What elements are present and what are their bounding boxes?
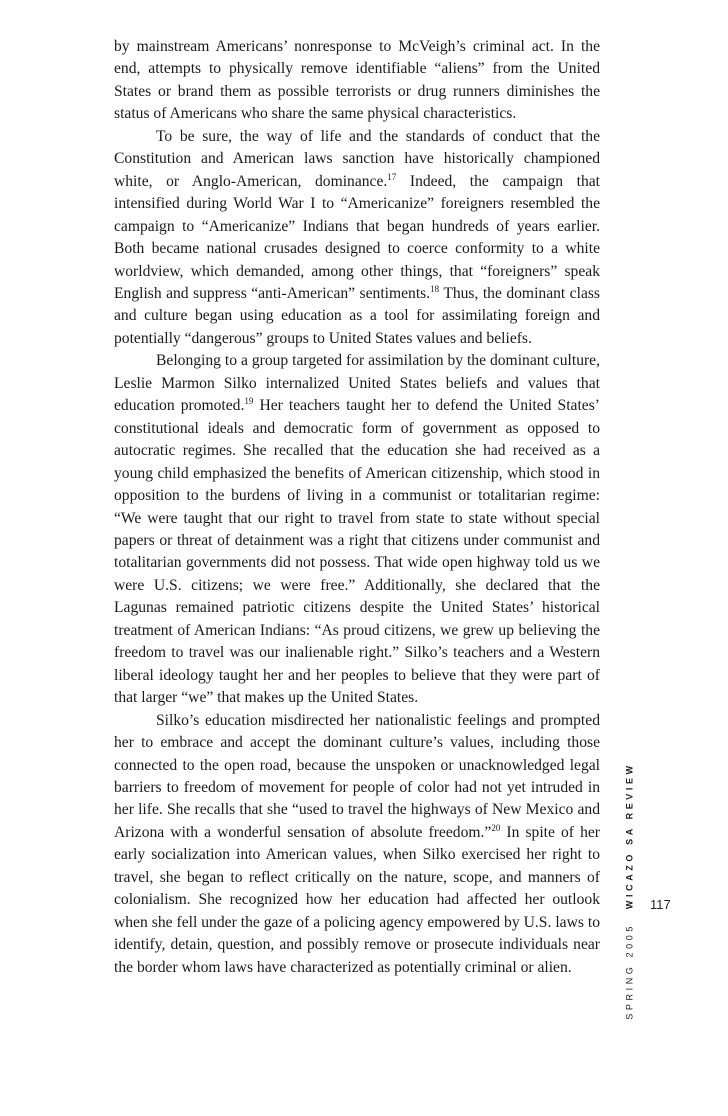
paragraph-2 [114, 126, 600, 351]
paragraph-4 [114, 710, 600, 979]
paragraph-4-text-b: In spite of her early socialization into American values, when Silko exercised her right to travel, she began to reflect critically on the nature, scope, and manners of colonialism. She recognized how her education had affected her outlook when she fell under the gaze of a policing agency empowered by U.S. laws to identify, detain, question, and possibly remove or prosecute individuals near the border whom laws have characterized as potentially criminal or alien. [114, 823, 600, 976]
paragraph-4-text-a: Silko’s education misdirected her nationalistic feelings and prompted her to embrace and accept the dominant culture’s values, including those connected to the open road, because the unspoken or unacknowledged legal barriers to freedom of movement for people of color had not yet intruded in her life. She recalls that she “used to travel the highways of New Mexico and Arizona with a wonderful sensation of absolute freedom.” [114, 711, 600, 841]
paragraph-3-text-a: Belonging to a group targeted for assimilation by the dominant culture, Leslie Marmon Silko internalized United States beliefs and values that education promoted. [114, 352, 600, 415]
running-head [622, 760, 638, 1022]
article-body [114, 36, 600, 979]
paragraph-2-text-b: Indeed, the campaign that intensified during World War I to “Americanize” foreigners resembled the campaign to “Americanize” Indians that began hundreds of years earlier. Both became national crusades designed to coerce conformity to a white worldview, which demanded, among other things, that “foreigners” speak English and suppress “anti-American” sentiments. [114, 172, 601, 302]
paragraph-1 [114, 36, 600, 126]
journal-title: WICAZO SA REVIEW [625, 762, 635, 910]
footnote-ref-19[interactable]: 19 [244, 396, 254, 407]
footnote-ref-20[interactable]: 20 [491, 822, 501, 833]
page-number: 117 [650, 897, 671, 912]
issue-season: SPRING 2005 [625, 923, 635, 1020]
paragraph-3 [114, 350, 600, 709]
paragraph-2-text-c: Thus, the dominant class and culture began using education as a tool for assimilating foreign and potentially “dangerous” groups to United States values and beliefs. [114, 284, 600, 347]
paragraph-1-text: by mainstream Americans’ nonresponse to McVeigh’s criminal act. In the end, attempts to physically remove identifiable “aliens” from the United States or brand them as possible terrorists or drug runners diminishes the status of Americans who share the same physical characteristics. [114, 38, 600, 123]
paragraph-3-text-b: Her teachers taught her to defend the United States’ constitutional ideals and democratic form of government as opposed to autocratic regimes. She recalled that the education she had received as a young child emphasized the benefits of American citizenship, which stood in opposition to the burdens of living in a communist or totalitarian regime: “We were taught that our right to travel from state to state without special papers or threat of detainment was a right that citizens under communist and totalitarian governments did not possess. That wide open highway told us we were U.S. citizens; we were free.” Additionally, she declared that the Lagunas remained patriotic citizens despite the United States’ historical treatment of American Indians: “As proud citizens, we grew up believing the freedom to travel was our inalienable right.” Silko’s teachers and a Western liberal ideology taught her and her peoples to believe that they were part of that larger “we” that makes up the United States. [114, 397, 600, 707]
running-head-text [625, 762, 635, 1019]
footnote-ref-17[interactable]: 17 [387, 171, 397, 182]
paragraph-2-text-a: To be sure, the way of life and the standards of conduct that the Constitution and American laws sanction have historically championed white, or Anglo-American, dominance. [114, 127, 600, 190]
footnote-ref-18[interactable]: 18 [430, 283, 440, 294]
